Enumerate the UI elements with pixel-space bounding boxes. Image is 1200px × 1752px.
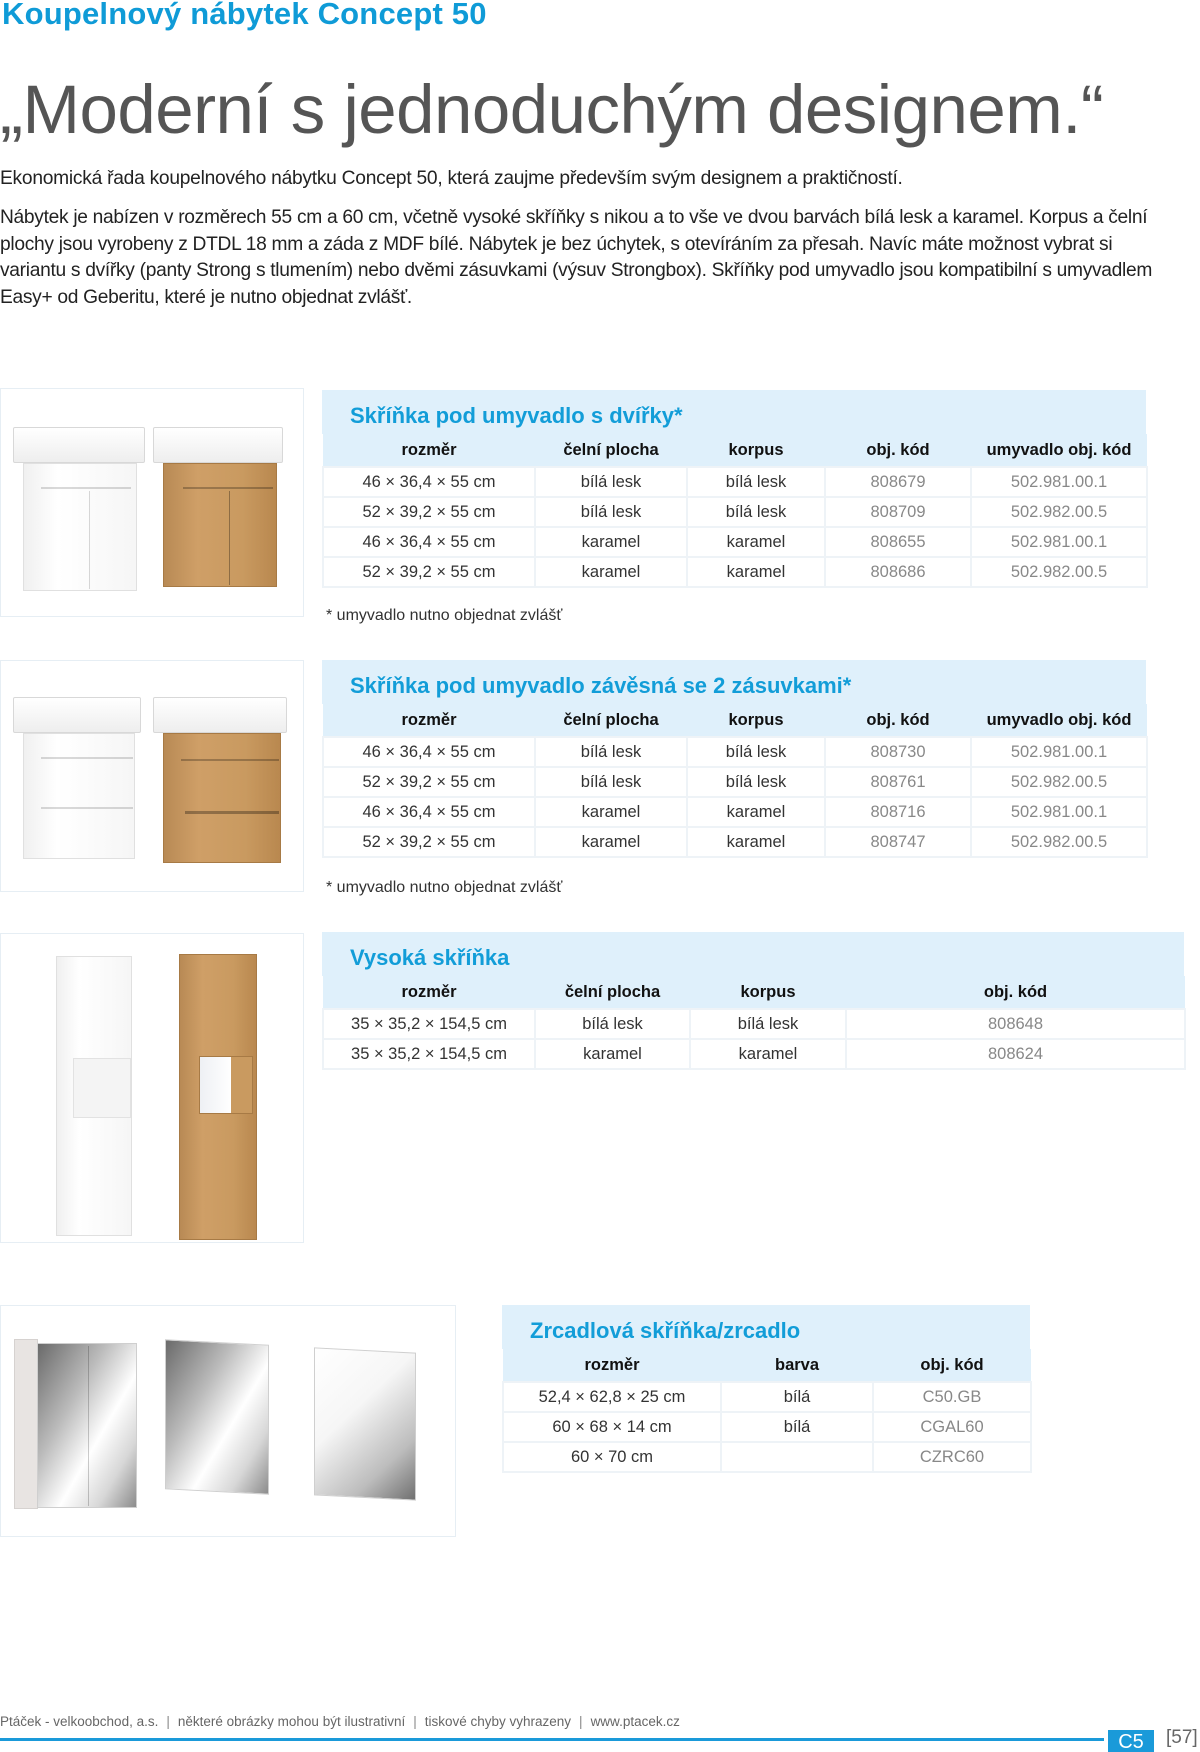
cell-basin-code: 502.982.00.5 (971, 767, 1147, 797)
cell-size: 46 × 36,4 × 55 cm (323, 467, 535, 497)
cell-size: 52,4 × 62,8 × 25 cm (503, 1382, 721, 1412)
col-header: obj. kód (825, 434, 971, 467)
cell-basin-code: 502.982.00.5 (971, 827, 1147, 857)
cell-front: bílá lesk (535, 767, 687, 797)
cell-basin-code: 502.982.00.5 (971, 557, 1147, 587)
cell-body: karamel (687, 827, 825, 857)
cell-basin-code: 502.981.00.1 (971, 527, 1147, 557)
table-vanity-doors (322, 390, 1146, 588)
col-header: umyvadlo obj. kód (971, 704, 1147, 737)
table-row (323, 527, 1147, 557)
section-title: Skříňka pod umyvadlo závěsná se 2 zásuvkami* (350, 673, 852, 698)
cell-front: karamel (535, 827, 687, 857)
cell-front: bílá lesk (535, 497, 687, 527)
cell-size: 46 × 36,4 × 55 cm (323, 797, 535, 827)
cell-front: karamel (535, 797, 687, 827)
cell-front: karamel (535, 557, 687, 587)
footer-disclaimer-images: některé obrázky mohou být ilustrativní (177, 1714, 406, 1729)
cell-body: bílá lesk (687, 467, 825, 497)
table-row (323, 497, 1147, 527)
section-title: Zrcadlová skříňka/zrcadlo (530, 1318, 801, 1343)
cell-body: karamel (687, 527, 825, 557)
footer-divider-line (0, 1738, 1104, 1741)
col-header: korpus (687, 704, 825, 737)
col-header: čelní plocha (535, 976, 690, 1009)
footer-text (0, 1714, 680, 1729)
col-header: obj. kód (846, 976, 1185, 1009)
section-title: Vysoká skříňka (350, 945, 510, 970)
page-headline: „Moderní s jednoduchým designem.“ (0, 71, 1104, 148)
cell-order-code: 808686 (825, 557, 971, 587)
cell-order-code: 808655 (825, 527, 971, 557)
cell-order-code: C50.GB (873, 1382, 1031, 1412)
cell-size: 60 × 68 × 14 cm (503, 1412, 721, 1442)
table-row (323, 767, 1147, 797)
product-image-vanity-drawers (0, 660, 304, 892)
cell-color: bílá (721, 1382, 873, 1412)
cell-size: 60 × 70 cm (503, 1442, 721, 1472)
section-code-badge: C5 (1108, 1730, 1154, 1752)
col-header: barva (721, 1349, 873, 1382)
cell-front: bílá lesk (535, 737, 687, 767)
col-header: korpus (690, 976, 846, 1009)
footer-website-link[interactable]: www.ptacek.cz (590, 1714, 680, 1729)
table-row (503, 1412, 1031, 1442)
description-paragraph: Nábytek je nabízen v rozměrech 55 cm a 60 cm, včetně vysoké skříňky s nikou a to vše ve dvou barvách bílá lesk a karamel. Korpus a čelní plochy jsou vyrobeny z DTDL 18 mm a záda z MDF bílé. Nábytek je bez úchytek, s otevíráním za přesah. Navíc máte možnost vybrat si variantu s dvířky (panty Strong s tlumením) nebo dvěmi zásuvkami (výsuv Strongbox). Skříňky pod umyvadlo jsou kompatibilní s umyvadlem Easy+ od Geberitu, které je nutno objednat zvlášť. (0, 207, 1153, 308)
cell-order-code: 808624 (846, 1039, 1185, 1069)
col-header: rozměr (323, 976, 535, 1009)
cell-order-code: 808716 (825, 797, 971, 827)
table-row (323, 467, 1147, 497)
cell-order-code: CZRC60 (873, 1442, 1031, 1472)
col-header: čelní plocha (535, 704, 687, 737)
cell-size: 35 × 35,2 × 154,5 cm (323, 1039, 535, 1069)
product-image-vanity-doors (0, 388, 304, 617)
cell-body: bílá lesk (687, 737, 825, 767)
cell-order-code: CGAL60 (873, 1412, 1031, 1442)
cell-color (721, 1442, 873, 1472)
col-header: korpus (687, 434, 825, 467)
table-row (323, 797, 1147, 827)
cell-basin-code: 502.981.00.1 (971, 797, 1147, 827)
cell-order-code: 808730 (825, 737, 971, 767)
cell-basin-code: 502.981.00.1 (971, 467, 1147, 497)
cell-body: karamel (687, 557, 825, 587)
cell-body: karamel (690, 1039, 846, 1069)
col-header: rozměr (323, 434, 535, 467)
cell-order-code: 808709 (825, 497, 971, 527)
cell-front: bílá lesk (535, 467, 687, 497)
cell-basin-code: 502.981.00.1 (971, 737, 1147, 767)
cell-order-code: 808761 (825, 767, 971, 797)
product-image-mirrors (0, 1305, 456, 1537)
col-header: rozměr (323, 704, 535, 737)
table-row (503, 1442, 1031, 1472)
cell-order-code: 808648 (846, 1009, 1185, 1039)
table-row (323, 557, 1147, 587)
col-header: umyvadlo obj. kód (971, 434, 1147, 467)
col-header: čelní plocha (535, 434, 687, 467)
divider: | (166, 1714, 170, 1729)
table-row (503, 1382, 1031, 1412)
brand-title: Koupelnový nábytek Concept 50 (2, 0, 487, 31)
cell-order-code: 808747 (825, 827, 971, 857)
col-header: obj. kód (873, 1349, 1031, 1382)
cell-body: bílá lesk (687, 497, 825, 527)
cell-size: 46 × 36,4 × 55 cm (323, 527, 535, 557)
footnote: * umyvadlo nutno objednat zvlášť (326, 607, 563, 624)
cell-order-code: 808679 (825, 467, 971, 497)
divider: | (579, 1714, 583, 1729)
cell-size: 52 × 39,2 × 55 cm (323, 827, 535, 857)
cell-front: karamel (535, 1039, 690, 1069)
divider: | (413, 1714, 417, 1729)
cell-basin-code: 502.982.00.5 (971, 497, 1147, 527)
cell-size: 52 × 39,2 × 55 cm (323, 767, 535, 797)
table-row (323, 1039, 1185, 1069)
cell-size: 35 × 35,2 × 154,5 cm (323, 1009, 535, 1039)
cell-front: karamel (535, 527, 687, 557)
footnote: * umyvadlo nutno objednat zvlášť (326, 879, 563, 896)
section-title: Skříňka pod umyvadlo s dvířky* (350, 403, 683, 428)
cell-body: bílá lesk (687, 767, 825, 797)
cell-body: bílá lesk (690, 1009, 846, 1039)
cell-size: 52 × 39,2 × 55 cm (323, 497, 535, 527)
table-mirrors (502, 1305, 1030, 1473)
product-image-tall-cabinet (0, 933, 304, 1243)
table-row (323, 737, 1147, 767)
table-row (323, 1009, 1185, 1039)
table-tall-cabinet (322, 932, 1184, 1070)
cell-size: 46 × 36,4 × 55 cm (323, 737, 535, 767)
table-vanity-drawers (322, 660, 1146, 858)
cell-size: 52 × 39,2 × 55 cm (323, 557, 535, 587)
cell-color: bílá (721, 1412, 873, 1442)
cell-body: karamel (687, 797, 825, 827)
col-header: rozměr (503, 1349, 721, 1382)
intro-paragraph: Ekonomická řada koupelnového nábytku Concept 50, která zaujme především svým designem a praktičností. (0, 168, 903, 189)
col-header: obj. kód (825, 704, 971, 737)
page-number: [57] (1166, 1727, 1198, 1748)
footer-disclaimer-errors: tiskové chyby vyhrazeny (424, 1714, 572, 1729)
table-row (323, 827, 1147, 857)
cell-front: bílá lesk (535, 1009, 690, 1039)
footer-company: Ptáček - velkoobchod, a.s. (0, 1714, 159, 1729)
